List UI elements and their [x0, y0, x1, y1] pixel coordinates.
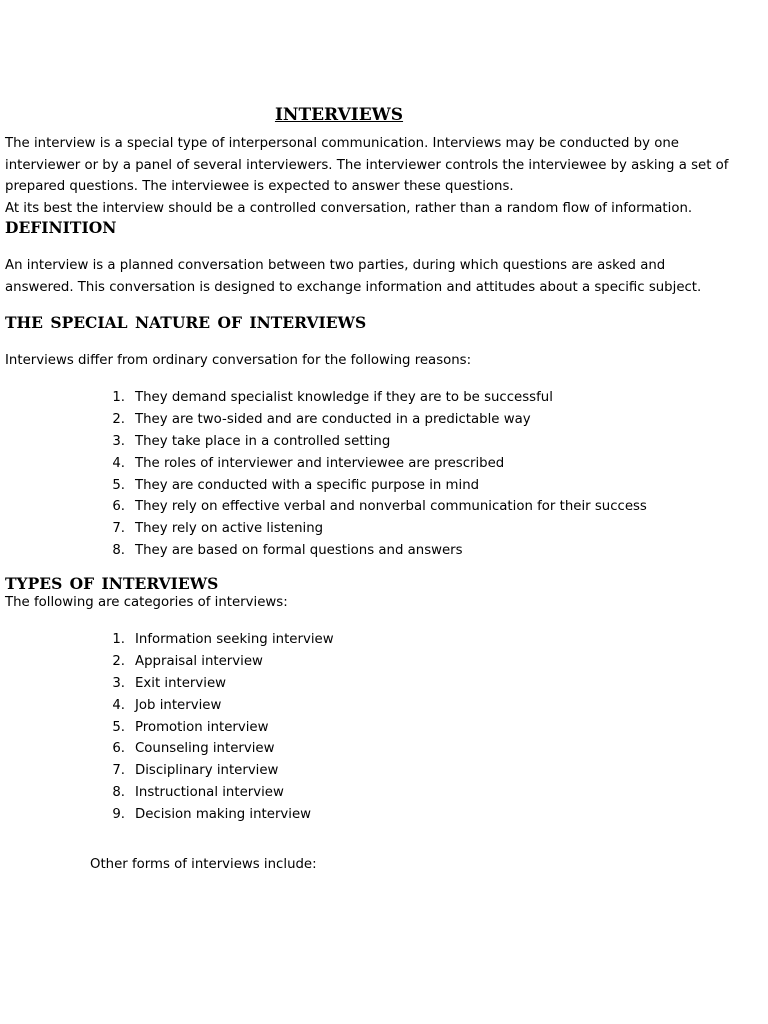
special-nature-lead: Interviews differ from ordinary conversation for the following reasons:	[5, 353, 472, 368]
type-list-item	[0, 651, 700, 673]
list-item-text: Appraisal interview	[135, 653, 263, 669]
type-list-item	[0, 629, 700, 651]
definition-paragraph	[5, 255, 705, 298]
list-item-text: They are based on formal questions and answers	[135, 543, 463, 559]
reason-list-item	[0, 409, 700, 431]
type-list-item	[0, 695, 700, 717]
list-item-number: 8.	[112, 543, 125, 559]
list-item-number: 1.	[112, 632, 125, 647]
types-list	[0, 629, 700, 826]
reason-list-item	[0, 475, 700, 497]
reasons-list	[0, 387, 700, 562]
list-item-number: 6.	[112, 499, 125, 515]
list-item-text: Decision making interview	[135, 807, 312, 823]
list-item-text: They are two-sided and are conducted in a predictable way	[135, 411, 531, 427]
type-list-item	[0, 760, 700, 782]
list-item-number: 5.	[112, 477, 125, 493]
list-item-number: 2.	[112, 411, 125, 427]
other-forms-text: Other forms of interviews include:	[90, 857, 317, 873]
type-list-item	[0, 717, 700, 739]
reason-list-item	[0, 453, 700, 475]
list-item-text: Disciplinary interview	[135, 763, 279, 779]
list-item-text: Instructional interview	[135, 785, 284, 801]
list-item-text: They take place in a controlled setting	[135, 433, 391, 449]
type-list-item	[0, 804, 700, 826]
list-item-number: 4.	[112, 697, 125, 713]
list-item-text: Counseling interview	[135, 741, 275, 757]
reason-list-item	[0, 496, 700, 518]
list-item-number: 4.	[112, 455, 125, 471]
list-item-number: 8.	[112, 785, 125, 801]
list-item-text: Information seeking interview	[135, 632, 334, 647]
definition-heading: DEFINITION	[5, 218, 117, 237]
types-lead: The following are categories of interviews:	[5, 595, 288, 610]
intro-paragraph	[5, 133, 729, 220]
list-item-text: The roles of interviewer and interviewee are prescribed	[135, 455, 505, 471]
intro-line: The interview is a special type of interpersonal communication. Interviews may be conducted by one	[5, 136, 679, 151]
type-list-item	[0, 673, 700, 695]
definition-line: An interview is a planned conversation between two parties, during which questions are asked and	[5, 258, 666, 273]
reason-list-item	[0, 540, 700, 562]
list-item-text: Promotion interview	[135, 719, 269, 735]
list-item-text: They demand specialist knowledge if they are to be successful	[135, 390, 553, 405]
list-item-number: 7.	[112, 521, 125, 537]
types-heading: TYPES OF INTERVIEWS	[5, 574, 219, 593]
type-list-item	[0, 738, 700, 760]
list-item-number: 7.	[112, 763, 125, 779]
reason-list-item	[0, 518, 700, 540]
definition-line: answered. This conversation is designed to exchange information and attitudes about a specific subject.	[5, 279, 702, 295]
list-item-number: 3.	[112, 675, 125, 691]
list-item-number: 9.	[112, 807, 125, 823]
list-item-number: 5.	[112, 719, 125, 735]
list-item-text: Exit interview	[135, 675, 227, 691]
list-item-text: They are conducted with a specific purpose in mind	[135, 477, 480, 493]
list-item-text: They rely on active listening	[135, 521, 324, 537]
intro-line: interviewer or by a panel of several interviewers. The interviewer controls the interviewee by asking a set of	[5, 157, 729, 173]
special-nature-heading: THE SPECIAL NATURE OF INTERVIEWS	[5, 313, 367, 332]
type-list-item	[0, 782, 700, 804]
reason-list-item	[0, 387, 700, 409]
list-item-number: 1.	[112, 390, 125, 405]
document-title: INTERVIEWS	[274, 105, 404, 126]
intro-line: At its best the interview should be a controlled conversation, rather than a random flow of information.	[5, 201, 693, 217]
list-item-text: Job interview	[135, 697, 222, 713]
intro-line: prepared questions. The interviewee is expected to answer these questions.	[5, 179, 514, 195]
list-item-text: They rely on effective verbal and nonverbal communication for their success	[135, 499, 647, 515]
list-item-number: 3.	[112, 433, 125, 449]
list-item-number: 2.	[112, 653, 125, 669]
reason-list-item	[0, 431, 700, 453]
list-item-number: 6.	[112, 741, 125, 757]
